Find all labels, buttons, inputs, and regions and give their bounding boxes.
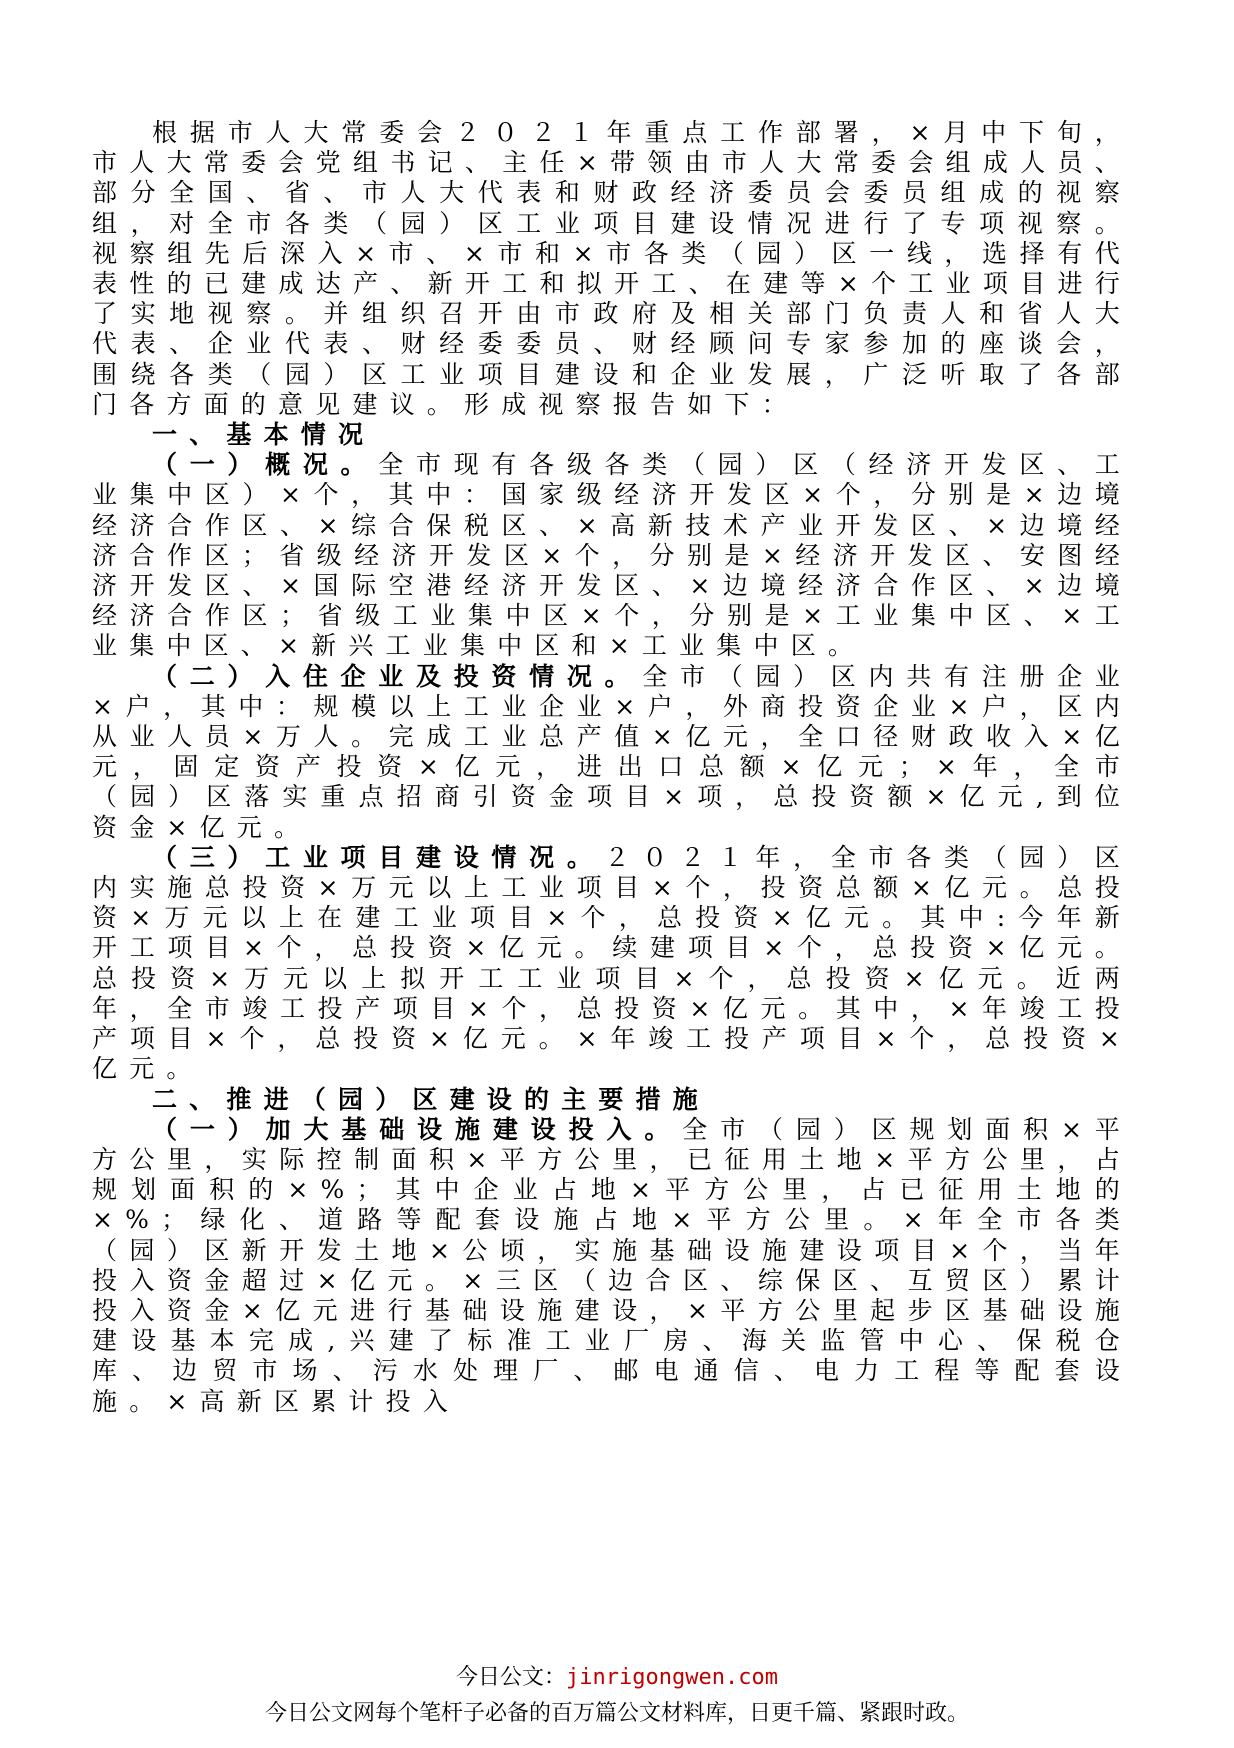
paragraph-body: 全市现有各级各类（园）区（经济开发区、工业集中区）×个，其中：国家级经济开发区×个，分别是×边境经济合作区、×综合保税区、×高新技术产业开发区、×边境经济合作区；省级经济开发区×个，分别是×经济开发区、安图经济开发区、×国际空港经济开发区、×边境经济合作区、×边境经济合作区；省级工业集中区×个，分别是×工业集中区、×工业集中区、×新兴工业集中区和×工业集中区。 <box>92 450 1132 661</box>
footer-label: 今日公文： <box>456 1665 567 1690</box>
document-body <box>92 118 1132 1417</box>
paragraph-body: 全市（园）区内共有注册企业×户，其中：规模以上工业企业×户，外商投资企业×户，区内从业人员×万人。完成工业总产值×亿元，全口径财政收入×亿元，固定资产投资×亿元，进出口总额×亿元；×年，全市（园）区落实重点招商引资金项目×项，总投资额×亿元,到位资金×亿元。 <box>92 661 1132 842</box>
paragraph-lead: （一）加大基础设施建设投入。 <box>152 1114 683 1144</box>
paragraph-body: 全市（园）区规划面积×平方公里，实际控制面积×平方公里，已征用土地×平方公里，占规划面积的×%；其中企业占地×平方公里，占已征用土地的×%；绿化、道路等配套设施占地×平方公里。×年全市各类（园）区新开发土地×公顷，实施基础设施建设项目×个，当年投入资金超过×亿元。×三区（边合区、综保区、互贸区）累计投入资金×亿元进行基础设施建设，×平方公里起步区基础设施建设基本完成,兴建了标准工业厂房、海关监管中心、保税仓库、边贸市场、污水处理厂、邮电通信、电力工程等配套设施。×高新区累计投入 <box>92 1114 1132 1416</box>
paragraph-projects <box>92 843 1132 1085</box>
paragraph-enterprises <box>92 662 1132 843</box>
paragraph-overview <box>92 450 1132 661</box>
intro-paragraph: 根据市人大常委会２０２１年重点工作部署，×月中下旬，市人大常委会党组书记、主任×带领由市人大常委会组成人员、部分全国、省、市人大代表和财政经济委员会委员组成的视察组，对全市各类（园）区工业项目建设情况进行了专项视察。视察组先后深入×市、×市和×市各类（园）区一线，选择有代表性的已建成达产、新开工和拟开工、在建等×个工业项目进行了实地视察。并组织召开由市政府及相关部门负责人和省人大代表、企业代表、财经委委员、财经顾问专家参加的座谈会，围绕各类（园）区工业项目建设和企业发展，广泛听取了各部门各方面的意见建议。形成视察报告如下： <box>92 118 1132 419</box>
footer-slogan: 今日公文网每个笔杆子必备的百万篇公文材料库，日更千篇、紧跟时政。 <box>264 1701 969 1726</box>
paragraph-lead: （一）概况。 <box>152 450 379 480</box>
paragraph-body: ２０２１年，全市各类（园）区内实施总投资×万元以上工业项目×个，投资总额×亿元。总投资×万元以上在建工业项目×个，总投资×亿元。其中:今年新开工项目×个，总投资×亿元。续建项目×个，总投资×亿元。总投资×万元以上拟开工工业项目×个，总投资×亿元。近两年，全市竣工投产项目×个，总投资×亿元。其中，×年竣工投产项目×个，总投资×亿元。×年竣工投产项目×个，总投资×亿元。 <box>92 842 1132 1084</box>
section-heading-2: 二、推进（园）区建设的主要措施 <box>152 1084 711 1114</box>
section-heading-1: 一、基本情况 <box>152 420 376 450</box>
paragraph-lead: （三）工业项目建设情况。 <box>152 842 605 872</box>
paragraph-infrastructure <box>92 1115 1132 1417</box>
paragraph-lead: （二）入住企业及投资情况。 <box>152 661 643 691</box>
footer-url-link[interactable]: jinrigongwen.com <box>566 1665 778 1690</box>
footer-source <box>0 1660 1234 1691</box>
